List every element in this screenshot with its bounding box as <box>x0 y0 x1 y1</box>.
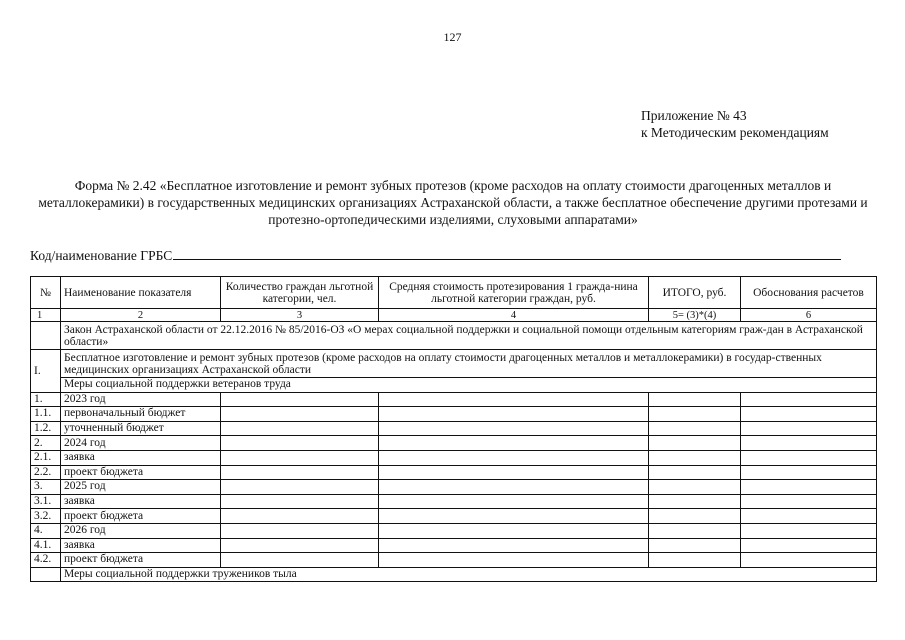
cell-total[interactable] <box>649 450 741 465</box>
table-row <box>31 494 877 509</box>
header-no: № <box>31 277 61 309</box>
col-number: 1 <box>31 309 61 322</box>
row-name: заявка <box>61 538 221 553</box>
appendix-line-2: к Методическим рекомендациям <box>641 125 829 140</box>
cell-qty[interactable] <box>221 450 379 465</box>
cell-total[interactable] <box>649 407 741 422</box>
cell-qty[interactable] <box>221 480 379 495</box>
table-row <box>31 421 877 436</box>
column-numbers-row <box>31 309 877 322</box>
cell-qty[interactable] <box>221 509 379 524</box>
cell-qty[interactable] <box>221 407 379 422</box>
header-basis: Обоснования расчетов <box>741 277 877 309</box>
cell-basis[interactable] <box>741 538 877 553</box>
cell-avg-cost[interactable] <box>379 553 649 568</box>
col-number: 2 <box>61 309 221 322</box>
law-row <box>31 322 877 350</box>
header-total: ИТОГО, руб. <box>649 277 741 309</box>
group-row <box>31 567 877 582</box>
table-row <box>31 436 877 451</box>
cell-total[interactable] <box>649 494 741 509</box>
row-number: 1.1. <box>31 407 61 422</box>
col-number: 5= (3)*(4) <box>649 309 741 322</box>
cell-avg-cost[interactable] <box>379 538 649 553</box>
cell-num <box>31 567 61 582</box>
row-number: 3.2. <box>31 509 61 524</box>
row-name: 2025 год <box>61 480 221 495</box>
cell-qty[interactable] <box>221 538 379 553</box>
cell-avg-cost[interactable] <box>379 480 649 495</box>
cell-total[interactable] <box>649 392 741 407</box>
cell-avg-cost[interactable] <box>379 465 649 480</box>
cell-avg-cost[interactable] <box>379 407 649 422</box>
cell-num <box>31 322 61 350</box>
cell-total[interactable] <box>649 509 741 524</box>
table-row <box>31 553 877 568</box>
table-row <box>31 407 877 422</box>
section-i-number: I. <box>31 350 61 393</box>
table-row <box>31 538 877 553</box>
row-name: заявка <box>61 494 221 509</box>
cell-basis[interactable] <box>741 436 877 451</box>
cell-avg-cost[interactable] <box>379 494 649 509</box>
cell-basis[interactable] <box>741 407 877 422</box>
cell-avg-cost[interactable] <box>379 436 649 451</box>
row-number: 2.2. <box>31 465 61 480</box>
cell-basis[interactable] <box>741 480 877 495</box>
law-text: Закон Астраханской области от 22.12.2016 № 85/2016-ОЗ «О мерах социальной поддержки и социальной помощи отдельным категориям граж-дан в Астраханской области» <box>61 322 877 350</box>
cell-qty[interactable] <box>221 392 379 407</box>
header-qty: Количество граждан льготной категории, чел. <box>221 277 379 309</box>
cell-total[interactable] <box>649 523 741 538</box>
cell-qty[interactable] <box>221 465 379 480</box>
cell-total[interactable] <box>649 436 741 451</box>
cell-total[interactable] <box>649 538 741 553</box>
table-row <box>31 523 877 538</box>
appendix-line-1: Приложение № 43 <box>641 108 747 123</box>
row-name: 2026 год <box>61 523 221 538</box>
grbs-field <box>30 247 841 264</box>
row-number: 2.1. <box>31 450 61 465</box>
cell-basis[interactable] <box>741 553 877 568</box>
row-number: 4. <box>31 523 61 538</box>
row-name: проект бюджета <box>61 509 221 524</box>
cell-qty[interactable] <box>221 523 379 538</box>
row-number: 2. <box>31 436 61 451</box>
row-name: проект бюджета <box>61 465 221 480</box>
cell-basis[interactable] <box>741 494 877 509</box>
table-row <box>31 509 877 524</box>
row-name: 2023 год <box>61 392 221 407</box>
form-title: Форма № 2.42 «Бесплатное изготовление и ремонт зубных протезов (кроме расходов на оплату стоимости драгоценных металлов и металлокерамики) в государственных медицинских организациях Астраханской области, а также бесплатное обеспечение другими протезами и протезно-ортопедическими изделиями, слуховыми аппаратами» <box>38 178 868 227</box>
cell-basis[interactable] <box>741 450 877 465</box>
cell-basis[interactable] <box>741 392 877 407</box>
row-number: 1.2. <box>31 421 61 436</box>
col-number: 4 <box>379 309 649 322</box>
appendix-note <box>641 107 829 141</box>
group-home-front-label: Меры социальной поддержки тружеников тыла <box>61 567 877 582</box>
page-number: 127 <box>443 30 462 44</box>
header-avg-cost: Средняя стоимость протезирования 1 гражда-нина льготной категории граждан, руб. <box>379 277 649 309</box>
section-i-row <box>31 350 877 378</box>
cell-avg-cost[interactable] <box>379 523 649 538</box>
form-table <box>30 276 877 582</box>
cell-avg-cost[interactable] <box>379 450 649 465</box>
section-i-text: Бесплатное изготовление и ремонт зубных протезов (кроме расходов на оплату стоимости драгоценных металлов и металлокерамики) в государ-ственных медицинских организациях Астраханской области <box>61 350 877 378</box>
group-row <box>31 378 877 393</box>
grbs-underline <box>173 247 841 260</box>
header-row <box>31 277 877 309</box>
cell-total[interactable] <box>649 553 741 568</box>
cell-qty[interactable] <box>221 436 379 451</box>
cell-total[interactable] <box>649 421 741 436</box>
group-veterans-label: Меры социальной поддержки ветеранов труда <box>61 378 877 393</box>
row-name: заявка <box>61 450 221 465</box>
cell-avg-cost[interactable] <box>379 509 649 524</box>
table-row <box>31 465 877 480</box>
cell-qty[interactable] <box>221 553 379 568</box>
cell-basis[interactable] <box>741 509 877 524</box>
cell-basis[interactable] <box>741 523 877 538</box>
cell-avg-cost[interactable] <box>379 421 649 436</box>
cell-total[interactable] <box>649 465 741 480</box>
row-number: 3.1. <box>31 494 61 509</box>
row-number: 4.1. <box>31 538 61 553</box>
row-number: 4.2. <box>31 553 61 568</box>
grbs-label: Код/наименование ГРБС <box>30 248 173 263</box>
header-name: Наименование показателя <box>61 277 221 309</box>
table-row <box>31 450 877 465</box>
row-number: 1. <box>31 392 61 407</box>
cell-basis[interactable] <box>741 465 877 480</box>
table-row <box>31 392 877 407</box>
table-row <box>31 480 877 495</box>
col-number: 3 <box>221 309 379 322</box>
cell-qty[interactable] <box>221 494 379 509</box>
cell-basis[interactable] <box>741 421 877 436</box>
row-name: 2024 год <box>61 436 221 451</box>
row-name: первоначальный бюджет <box>61 407 221 422</box>
cell-total[interactable] <box>649 480 741 495</box>
col-number: 6 <box>741 309 877 322</box>
row-number: 3. <box>31 480 61 495</box>
cell-qty[interactable] <box>221 421 379 436</box>
row-name: уточненный бюджет <box>61 421 221 436</box>
cell-avg-cost[interactable] <box>379 392 649 407</box>
row-name: проект бюджета <box>61 553 221 568</box>
